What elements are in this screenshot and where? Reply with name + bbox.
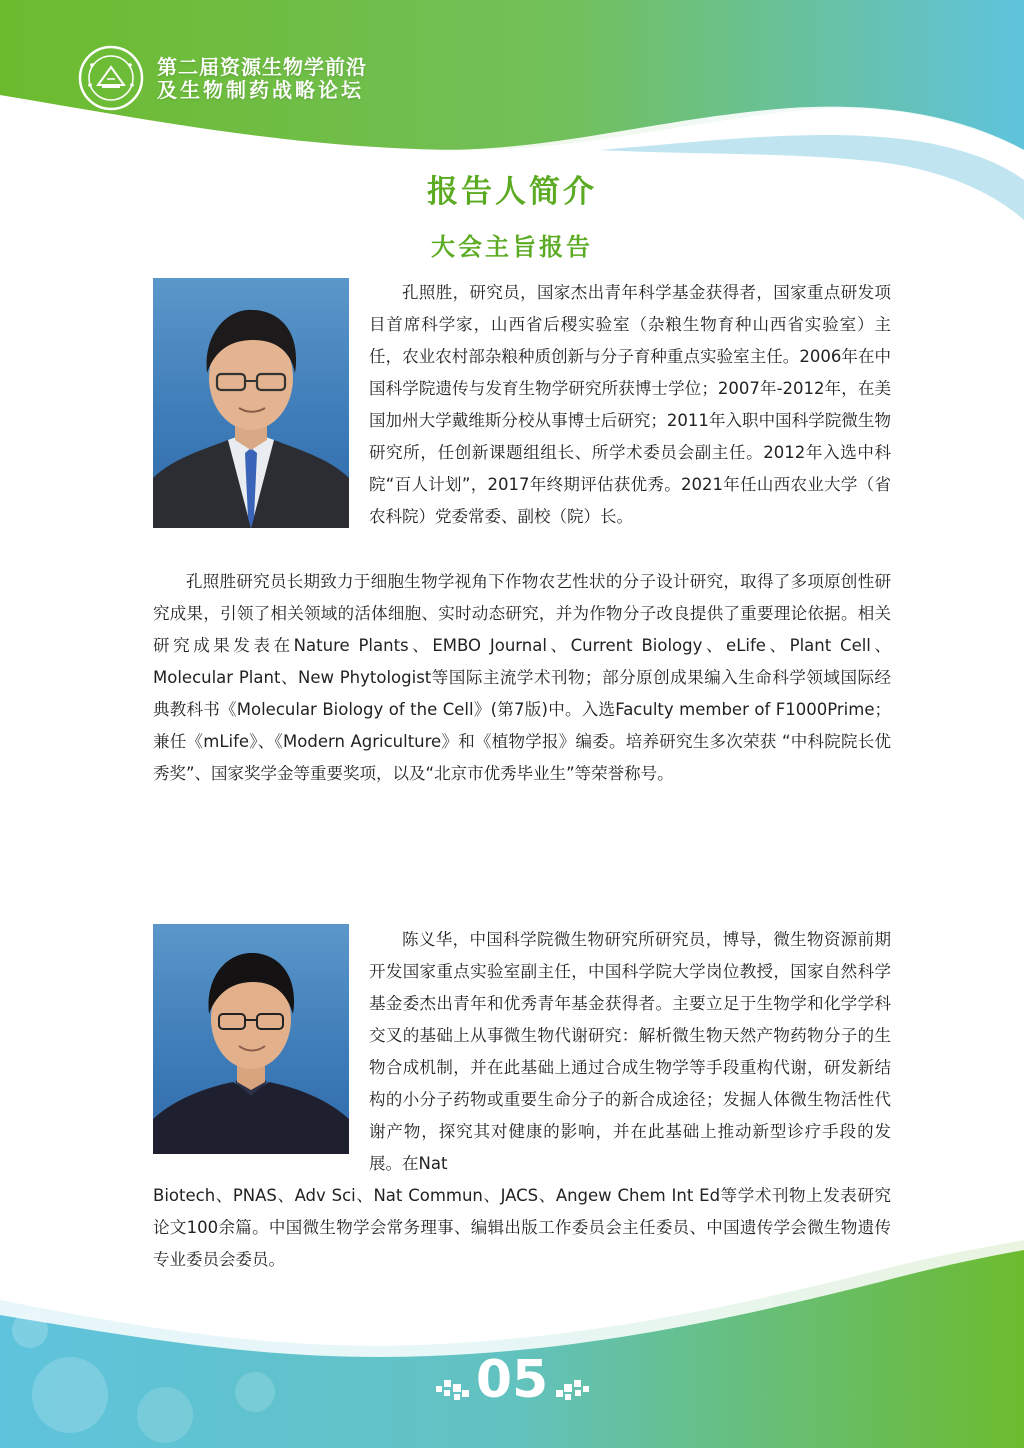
university-seal-logo xyxy=(78,45,144,111)
forum-title xyxy=(157,56,367,102)
speaker-1-photo xyxy=(153,278,349,528)
right-pixel-dots-icon xyxy=(555,1378,589,1402)
page-number: 05 xyxy=(475,1350,549,1410)
speaker-1-bio-detail: 孔照胜研究员长期致力于细胞生物学视角下作物农艺性状的分子设计研究，取得了多项原创性研究成果，引领了相关领域的活体细胞、实时动态研究，并为作物分子改良提供了重要理论依据。相关研究成果发表在Nature Plants、EMBO Journal、Current Biology、eLife、Plant Cell、Molecular Plant、New Phytologist等国际主流学术刊物；部分原创成果编入生命科学领域国际经典教科书《Molecular Biology of the Cell》(第7版)中。入选Faculty member of F1000Prime；兼任《mLife》、《Modern Agriculture》和《植物学报》编委。培养研究生多次荣获 “中科院院长优秀奖”、国家奖学金等重要奖项，以及“北京市优秀毕业生”等荣誉称号。 xyxy=(153,572,891,783)
speaker-1-bio-intro: 孔照胜，研究员，国家杰出青年科学基金获得者，国家重点研发项目首席科学家，山西省后稷实验室（杂粮生物育种山西省实验室）主任，农业农村部杂粮种质创新与分子育种重点实验室主任。2006年在中国科学院遗传与发育生物学研究所获博士学位；2007年-2012年，在美国加州大学戴维斯分校从事博士后研究；2011年入职中国科学院微生物研究所，任创新课题组组长、所学术委员会副主任。2012年入选中科院“百人计划”，2017年终期评估获优秀。2021年任山西农业大学（省农科院）党委常委、副校（院）长。 xyxy=(369,283,891,526)
section-title: 报告人简介 xyxy=(427,174,597,210)
speaker-2-photo xyxy=(153,924,349,1154)
forum-title-line1: 第二届资源生物学前沿 xyxy=(157,55,367,79)
speaker-2-bio-intro: 陈义华，中国科学院微生物研究所研究员，博导，微生物资源前期开发国家重点实验室副主任，中国科学院大学岗位教授，国家自然科学基金委杰出青年和优秀青年基金获得者。主要立足于生物学和化学学科交叉的基础上从事微生物代谢研究：解析微生物天然产物药物分子的生物合成机制，并在此基础上通过合成生物学等手段重构代谢，研发新结构的小分子药物或重要生命分子的新合成途径；发掘人体微生物活性代谢产物，探究其对健康的影响，并在此基础上推动新型诊疗手段的发展。在Nat xyxy=(369,930,891,1173)
section-subtitle: 大会主旨报告 xyxy=(431,233,593,261)
speaker-2-bio-detail: Biotech、PNAS、Adv Sci、Nat Commun、JACS、Angew Chem Int Ed等学术刊物上发表研究论文100余篇。中国微生物学会常务理事、编辑出版工作委员会主任委员、中国遗传学会微生物遗传专业委员会委员。 xyxy=(153,1186,891,1269)
forum-title-line2: 及生物制药战略论坛 xyxy=(157,78,364,102)
